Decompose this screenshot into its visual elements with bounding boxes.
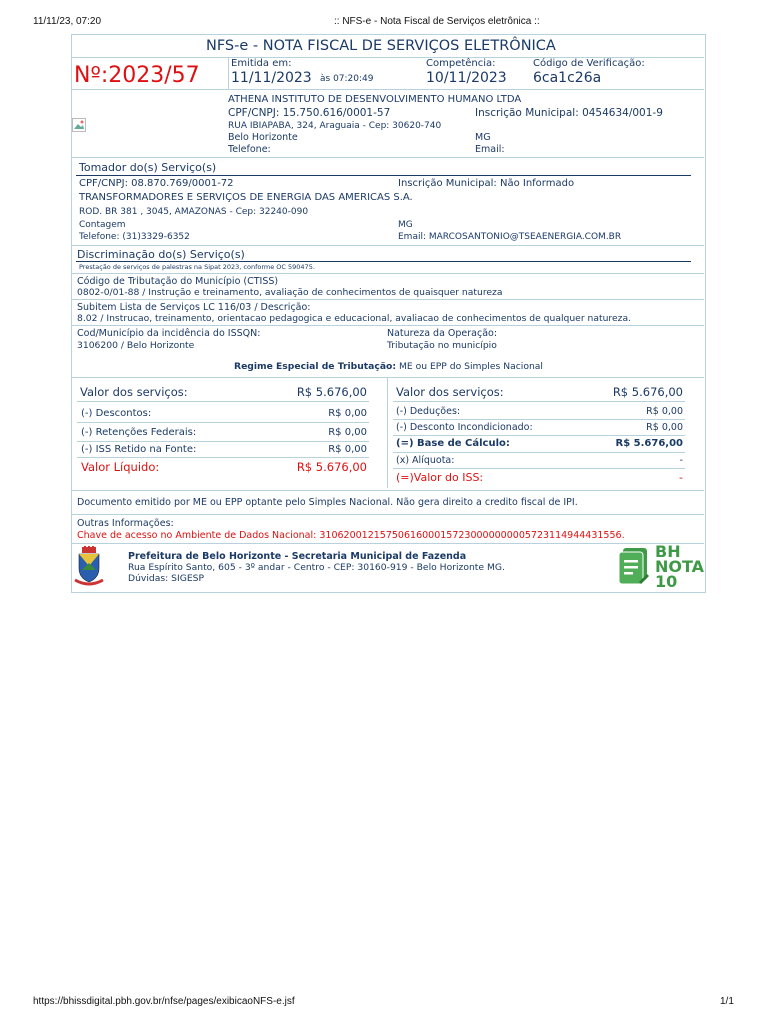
tomador-address: ROD. BR 381 , 3045, AMAZONAS - Cep: 32240-090 bbox=[79, 207, 309, 217]
prestador-telefone: Telefone: bbox=[228, 144, 271, 155]
aliquota-label: (x) Alíquota: bbox=[396, 455, 455, 466]
regime-value: ME ou EPP do Simples Nacional bbox=[398, 361, 543, 372]
footer-org: Prefeitura de Belo Horizonte - Secretaria Municipal de Fazenda bbox=[128, 551, 467, 562]
print-page-count: 1/1 bbox=[720, 996, 734, 1007]
left-servicos-label: Valor dos serviços: bbox=[80, 385, 188, 399]
prestador-cnpj: CPF/CNPJ: 15.750.616/0001-57 bbox=[228, 107, 391, 119]
right-servicos-label: Valor dos serviços: bbox=[396, 385, 504, 399]
tomador-name: TRANSFORMADORES E SERVIÇOS DE ENERGIA DAS AMERICAS S.A. bbox=[79, 192, 413, 203]
prestador-address: RUA IBIAPABA, 324, Araguaia - Cep: 30620-740 bbox=[228, 121, 442, 131]
municipio-value: 3106200 / Belo Horizonte bbox=[77, 340, 195, 351]
tomador-inscricao: Inscrição Municipal: Não Informado bbox=[398, 178, 575, 189]
tomador-city: Contagem bbox=[79, 220, 126, 230]
base-calculo-label: (=) Base de Cálculo: bbox=[396, 438, 510, 449]
liquido-value: R$ 5.676,00 bbox=[296, 460, 367, 474]
desconto-incond-label: (-) Desconto Incondicionado: bbox=[396, 422, 533, 433]
footer-duvidas: Dúvidas: SIGESP bbox=[128, 573, 204, 584]
right-servicos-value: R$ 5.676,00 bbox=[612, 385, 683, 399]
print-datetime: 11/11/23, 07:20 bbox=[33, 16, 102, 27]
deducoes-label: (-) Deduções: bbox=[396, 406, 461, 417]
retencoes-label: (-) Retenções Federais: bbox=[81, 427, 197, 438]
print-url: https://bhissdigital.pbh.gov.br/nfse/pages/exibicaoNFS-e.jsf bbox=[33, 996, 295, 1007]
tomador-uf: MG bbox=[398, 220, 413, 230]
municipio-label: Cod/Município da incidência do ISSQN: bbox=[77, 328, 261, 339]
document-title: NFS-e - NOTA FISCAL DE SERVIÇOS ELETRÔNICA bbox=[206, 38, 556, 54]
tomador-telefone: Telefone: (31)3329-6352 bbox=[79, 232, 190, 242]
left-servicos-value: R$ 5.676,00 bbox=[296, 385, 367, 399]
logo-10-text: 10 bbox=[655, 572, 678, 591]
deducoes-value: R$ 0,00 bbox=[646, 406, 683, 417]
discriminacao-section-title: Discriminação do(s) Serviço(s) bbox=[77, 248, 245, 261]
tomador-email: Email: MARCOSANTONIO@TSEAENERGIA.COM.BR bbox=[398, 232, 622, 242]
prestador-email: Email: bbox=[475, 144, 505, 155]
emitida-label: Emitida em: bbox=[231, 58, 292, 69]
emitida-time: às 07:20:49 bbox=[320, 74, 374, 84]
natureza-label: Natureza da Operação: bbox=[387, 328, 498, 339]
valor-iss-value: - bbox=[679, 471, 683, 484]
codigo-value: 6ca1c26a bbox=[533, 70, 602, 86]
subitem-label: Subitem Lista de Serviços LC 116/03 / Descrição: bbox=[77, 302, 311, 313]
emitida-date: 11/11/2023 bbox=[231, 70, 312, 86]
regime-label: Regime Especial de Tributação: bbox=[234, 361, 397, 372]
aliquota-value: - bbox=[679, 455, 683, 466]
liquido-label: Valor Líquido: bbox=[81, 460, 160, 474]
ctiss-label: Código de Tributação do Município (CTISS) bbox=[77, 276, 279, 287]
logo-nota-text: NOTA bbox=[655, 557, 705, 576]
broken-image-icon bbox=[72, 117, 86, 131]
logo-bh-text: BH bbox=[655, 542, 681, 561]
footer-address: Rua Espírito Santo, 605 - 3º andar - Centro - CEP: 30160-919 - Belo Horizonte MG. bbox=[128, 562, 505, 573]
tomador-section-title: Tomador do(s) Serviço(s) bbox=[79, 161, 217, 174]
prestador-inscricao: Inscrição Municipal: 0454634/001-9 bbox=[475, 107, 663, 119]
simples-note: Documento emitido por ME ou EPP optante pelo Simples Nacional. Não gera direito a credito fiscal de IPI. bbox=[77, 497, 578, 508]
ctiss-value: 0802-0/01-88 / Instrução e treinamento, avaliação de conhecimentos de quaisquer natureza bbox=[77, 287, 503, 298]
retencoes-value: R$ 0,00 bbox=[328, 427, 367, 438]
regime-line bbox=[234, 361, 543, 372]
valor-iss-label: (=)Valor do ISS: bbox=[396, 471, 484, 484]
competencia-value: 10/11/2023 bbox=[426, 70, 507, 86]
descontos-value: R$ 0,00 bbox=[328, 408, 367, 419]
descontos-label: (-) Descontos: bbox=[81, 408, 152, 419]
codigo-label: Código de Verificação: bbox=[533, 58, 645, 69]
outras-info-label: Outras Informações: bbox=[77, 518, 174, 529]
chave-acesso: Chave de acesso no Ambiente de Dados Nacional: 31062001215750616000157230000000005723114944431556. bbox=[77, 530, 625, 541]
tomador-cnpj: CPF/CNPJ: 08.870.769/0001-72 bbox=[79, 178, 234, 189]
bh-coat-of-arms-icon bbox=[73, 546, 105, 588]
subitem-value: 8.02 / Instrucao, treinamento, orientacao pedagogica e educacional, avaliacao de conhecimentos de qualquer natureza. bbox=[77, 313, 631, 324]
desconto-incond-value: R$ 0,00 bbox=[646, 422, 683, 433]
prestador-uf: MG bbox=[475, 132, 491, 143]
print-page-title: :: NFS-e - Nota Fiscal de Serviços eletrônica :: bbox=[334, 16, 540, 27]
discriminacao-text: Prestação de serviços de palestras na Sipat 2023, conforme OC 590475. bbox=[79, 263, 315, 271]
prestador-city: Belo Horizonte bbox=[228, 132, 298, 143]
base-calculo-value: R$ 5.676,00 bbox=[615, 438, 683, 449]
iss-retido-value: R$ 0,00 bbox=[328, 444, 367, 455]
competencia-label: Competência: bbox=[426, 58, 496, 69]
bh-nota-10-logo-icon bbox=[619, 546, 651, 588]
iss-retido-label: (-) ISS Retido na Fonte: bbox=[81, 444, 197, 455]
natureza-value: Tributação no município bbox=[387, 340, 497, 351]
nfse-number: Nº:2023/57 bbox=[74, 63, 200, 88]
prestador-name: ATHENA INSTITUTO DE DESENVOLVIMENTO HUMANO LTDA bbox=[228, 94, 522, 105]
